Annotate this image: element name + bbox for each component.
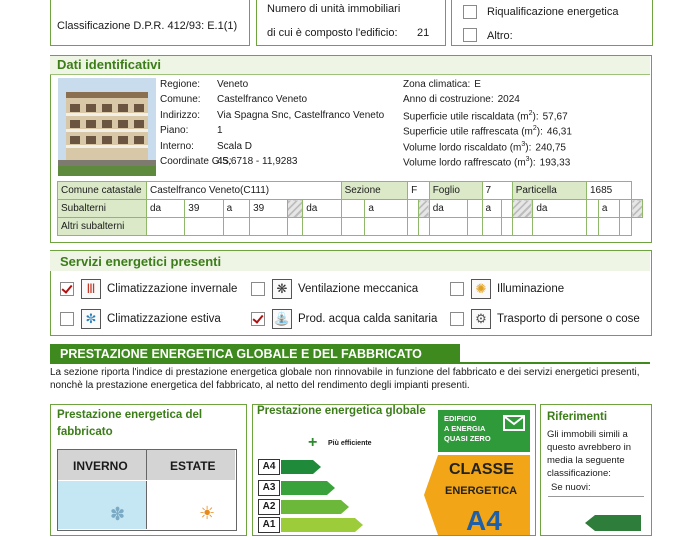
class-label: A3 xyxy=(258,480,280,496)
gear-icon: ⚙ xyxy=(471,309,491,329)
right-row xyxy=(403,94,520,105)
nzeb-line1: EDIFICIO xyxy=(444,414,477,423)
sezione-value: F xyxy=(408,182,430,200)
prestazione-description: La sezione riporta l'indice di prestazione energetica globale non rinnovabile in funzione del fabbricato e dei servizi energetici presenti, nonchè la prestazione energetica del fabbricato, al netto del rendimento degli impianti presenti. xyxy=(50,367,640,391)
comune-catastale-value: Castelfranco Veneto(C111) xyxy=(147,182,342,200)
altro-label: Altro: xyxy=(487,30,513,42)
right-row xyxy=(403,110,568,122)
snowflake-icon: ✼ xyxy=(81,309,101,329)
estate-cell xyxy=(147,481,235,529)
left-label: Interno: xyxy=(160,140,194,152)
riqualificazione-checkbox[interactable] xyxy=(463,5,477,19)
right-value: 193,33 xyxy=(539,157,571,169)
unita-value: 21 xyxy=(417,27,430,39)
right-value: 240,75 xyxy=(535,141,566,153)
right-label: Zona climatica: xyxy=(403,79,471,90)
left-value: Via Spagna Snc, Castelfranco Veneto xyxy=(217,109,385,121)
right-row xyxy=(403,141,566,153)
bulb-icon: ✺ xyxy=(471,279,491,299)
sub-da-label: da xyxy=(533,200,587,218)
right-row xyxy=(403,79,481,90)
class-arrow xyxy=(281,500,349,514)
servizio-checkbox[interactable] xyxy=(251,282,265,296)
servizio-checkbox[interactable] xyxy=(450,282,464,296)
nzeb-line3: QUASI ZERO xyxy=(444,434,491,443)
se-nuovi-underline xyxy=(548,496,644,497)
inverno-cell xyxy=(58,481,147,529)
energetica-label: ENERGETICA xyxy=(445,485,518,497)
class-pointer xyxy=(424,455,438,535)
left-value: Castelfranco Veneto xyxy=(217,94,308,106)
prestazione-banner-text: PRESTAZIONE ENERGETICA GLOBALE E DEL FABBRICATO xyxy=(60,347,422,361)
class-arrow xyxy=(281,481,335,495)
left-row xyxy=(160,141,252,152)
left-row xyxy=(160,125,223,136)
right-label: Superficie utile riscaldata $(m^2)$: xyxy=(403,109,539,123)
foglio-label: Foglio xyxy=(429,182,482,200)
servizio-label: Prod. acqua calda sanitaria xyxy=(298,313,438,325)
sub-hatch-cell xyxy=(288,200,303,218)
foglio-value: 7 xyxy=(482,182,512,200)
sezione-label: Sezione xyxy=(341,182,408,200)
snowflake-icon: ✽ xyxy=(110,504,126,524)
piu-efficiente-label: Più efficiente xyxy=(328,440,372,447)
servizio-label: Climatizzazione invernale xyxy=(107,283,238,295)
sub-a-label: a xyxy=(598,200,619,218)
servizio-label: Ventilazione meccanica xyxy=(298,283,419,295)
globale-title: Prestazione energetica globale xyxy=(257,405,426,417)
right-label: Superficie utile raffrescata $(m^2)$: xyxy=(403,125,543,138)
class-label: A1 xyxy=(258,517,280,533)
sub-a-label: a xyxy=(223,200,250,218)
right-value: 57,67 xyxy=(542,111,568,123)
sub-hatch-cell xyxy=(418,200,429,218)
left-row xyxy=(160,110,384,121)
fabbricato-title: Prestazione energetica del fabbricato xyxy=(57,409,203,438)
tap-icon: ⛲ xyxy=(272,309,292,329)
catasto-table xyxy=(57,181,643,236)
dati-title: Dati identificativi xyxy=(57,57,162,72)
left-value: 45,6718 - 11,9283 xyxy=(217,156,298,167)
classe-value: A4 xyxy=(466,505,502,536)
sub-da-label: da xyxy=(147,200,185,218)
riferimenti-text: Gli immobili simili a questo avrebbero in media la seguente classificazione: xyxy=(547,429,631,479)
sub-a-value: 39 xyxy=(250,200,288,218)
altri-subalterni-label: Altri subalterni xyxy=(58,218,147,236)
riferimenti-title: Riferimenti xyxy=(547,411,608,423)
riqualificazione-label: Riqualificazione energetica xyxy=(487,6,619,18)
altro-checkbox[interactable] xyxy=(463,28,477,42)
servizio-label: Trasporto di persone o cose xyxy=(497,313,640,325)
right-value: E xyxy=(474,79,481,90)
particella-label: Particella xyxy=(512,182,586,200)
nzeb-line2: A ENERGIA xyxy=(444,424,486,433)
left-row xyxy=(160,79,248,90)
right-row xyxy=(403,156,570,168)
inverno-label: INVERNO xyxy=(73,459,128,473)
servizio-label: Illuminazione xyxy=(497,283,565,295)
right-row xyxy=(403,125,572,137)
sub-da-value: 39 xyxy=(185,200,223,218)
left-label: Piano: xyxy=(160,125,189,137)
unita-label-line1: Numero di unità immobiliari xyxy=(267,3,401,15)
left-value: Veneto xyxy=(217,79,249,90)
se-nuovi-arrow xyxy=(585,515,595,531)
sub-a-label: a xyxy=(482,200,501,218)
classe-label: CLASSE xyxy=(449,461,514,478)
building-photo xyxy=(58,78,156,176)
piu-efficiente-plus-icon: + xyxy=(308,434,318,451)
fan-icon: ❋ xyxy=(272,279,292,299)
left-label: Comune: xyxy=(160,94,201,106)
class-label: A2 xyxy=(258,499,280,515)
right-value: 2024 xyxy=(497,94,520,106)
se-nuovi-bar xyxy=(595,515,641,531)
se-nuovi-label: Se nuovi: xyxy=(551,482,591,493)
left-value: Scala D xyxy=(217,140,253,152)
left-row xyxy=(160,94,307,105)
class-arrow xyxy=(281,518,363,532)
sub-hatch-cell xyxy=(632,200,643,218)
banner-tail xyxy=(460,362,650,364)
class-arrow xyxy=(281,460,321,474)
servizio-checkbox[interactable] xyxy=(60,312,74,326)
servizio-label: Climatizzazione estiva xyxy=(107,313,221,325)
servizio-checkbox[interactable] xyxy=(251,312,265,326)
servizio-checkbox[interactable] xyxy=(450,312,464,326)
sub-da-label: da xyxy=(429,200,467,218)
particella-value: 1685 xyxy=(586,182,631,200)
left-row xyxy=(160,156,297,167)
sun-icon: ☀ xyxy=(199,503,216,523)
servizi-title: Servizi energetici presenti xyxy=(60,254,222,269)
sub-hatch-cell xyxy=(512,200,533,218)
classificazione-text: Classificazione D.P.R. 412/93: E.1(1) xyxy=(57,20,238,32)
unita-label-line2: di cui è composto l'edificio: xyxy=(267,27,398,39)
estate-label: ESTATE xyxy=(170,459,216,473)
class-label: A4 xyxy=(258,459,280,475)
left-label: Coordinate GIS: xyxy=(160,156,232,167)
left-label: Indirizzo: xyxy=(160,109,201,121)
right-label: Volume lordo riscaldato $(m^3)$: xyxy=(403,140,532,153)
right-label: Volume lordo raffrescato $(m^3)$: xyxy=(403,156,536,169)
comune-catastale-label: Comune catastale xyxy=(58,182,147,200)
subalterni-label: Subalterni xyxy=(58,200,147,218)
envelope-icon xyxy=(503,415,525,431)
left-label: Regione: xyxy=(160,79,201,90)
radiator-icon: Ⅲ xyxy=(81,279,101,299)
left-value: 1 xyxy=(217,125,223,137)
right-value: 46,31 xyxy=(546,126,572,138)
right-label: Anno di costruzione: xyxy=(403,94,494,106)
sub-a-label: a xyxy=(365,200,408,218)
servizio-checkbox[interactable] xyxy=(60,282,74,296)
sub-da-label: da xyxy=(303,200,341,218)
